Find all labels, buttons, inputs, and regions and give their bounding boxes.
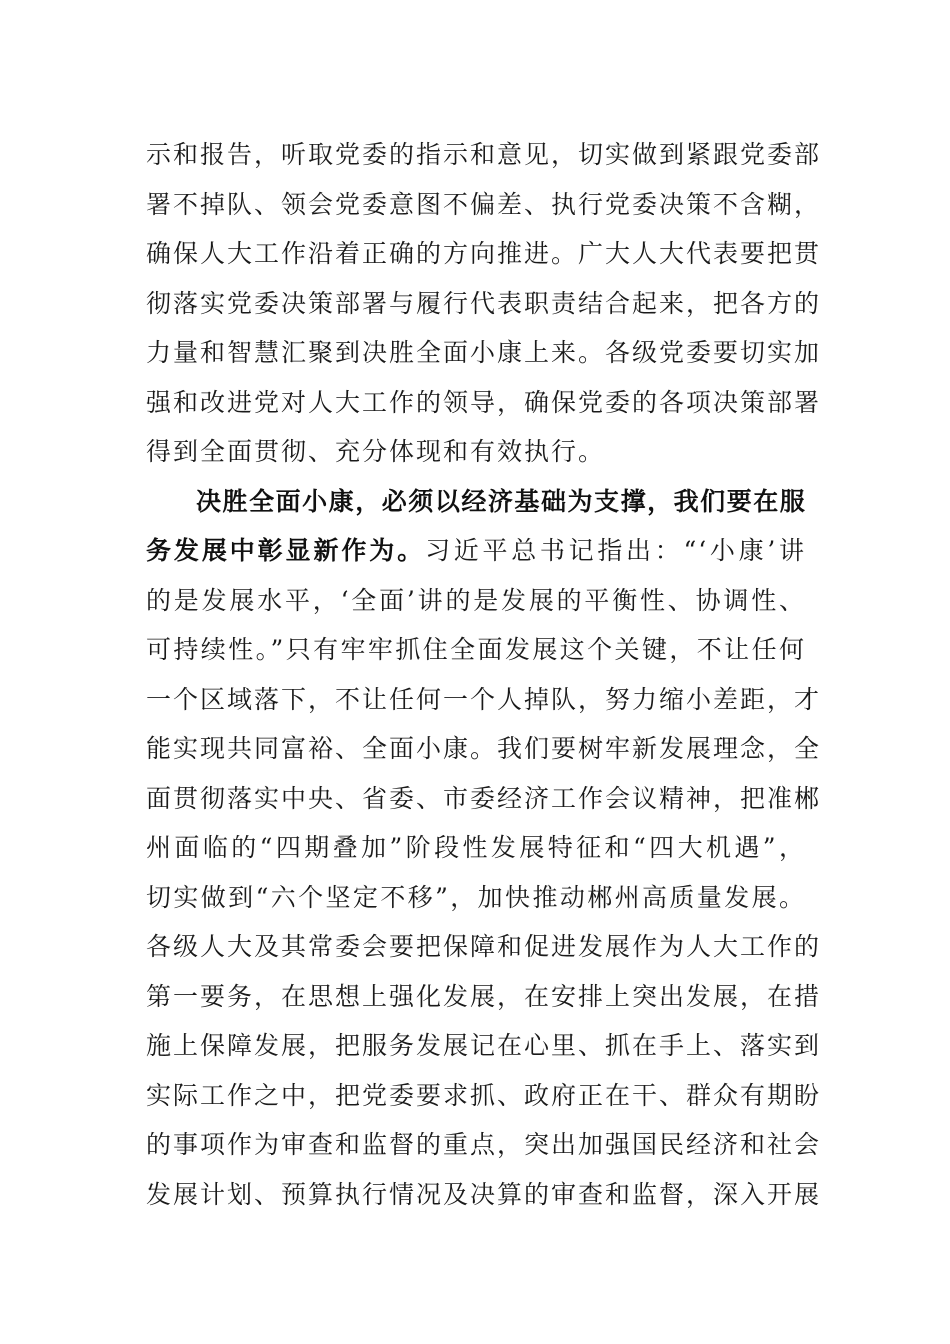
text-line: 能实现共同富裕、全面小康。我们要树牢新发展理念，全 <box>146 734 822 763</box>
text-line: 力量和智慧汇聚到决胜全面小康上来。各级党委要切实加 <box>146 338 822 367</box>
text-line <box>146 526 806 576</box>
text-line: 署不掉队、领会党委意图不偏差、执行党委决策不含糊， <box>146 189 822 219</box>
text-line: 第一要务，在思想上强化发展，在安排上突出发展，在措 <box>146 981 822 1011</box>
text-line: 得到全面贯彻、充分体现和有效执行。 <box>146 437 606 466</box>
text-line: 强和改进党对人大工作的领导，确保党委的各项决策部署 <box>146 387 822 417</box>
text-line: 州面临的“四期叠加”阶段性发展特征和“四大机遇”， <box>146 833 806 862</box>
text-line: 彻落实党委决策部署与履行代表职责结合起来，把各方的 <box>146 288 822 318</box>
text-line: 确保人大工作沿着正确的方向推进。广大人大代表要把贯 <box>146 239 822 268</box>
paragraph-heading: 决胜全面小康，必须以经济基础为支撑，我们要在服 <box>196 486 806 516</box>
text-line: 实际工作之中，把党委要求抓、政府正在干、群众有期盼 <box>146 1080 822 1110</box>
paragraph-1 <box>146 130 822 477</box>
body-text <box>146 130 822 1219</box>
paragraph-heading-end: 务发展中彰显新作为。 <box>146 536 426 565</box>
text-run: 习近平总书记指出：“‘小康’讲 <box>425 536 806 565</box>
text-line: 可持续性。”只有牢牢抓住全面发展这个关键，不让任何 <box>146 635 806 664</box>
paragraph-2 <box>146 477 822 1220</box>
text-line: 切实做到“六个坚定不移”，加快推动郴州高质量发展。 <box>146 882 806 912</box>
text-line: 示和报告，听取党委的指示和意见，切实做到紧跟党委部 <box>146 140 822 169</box>
text-line: 发展计划、预算执行情况及决算的审查和监督，深入开展 <box>146 1179 822 1209</box>
text-line: 各级人大及其常委会要把保障和促进发展作为人大工作的 <box>146 932 822 961</box>
text-line: 的事项作为审查和监督的重点，突出加强国民经济和社会 <box>146 1130 822 1159</box>
text-line: 的是发展水平，‘全面’讲的是发展的平衡性、协调性、 <box>146 585 806 615</box>
text-line: 一个区域落下，不让任何一个人掉队，努力缩小差距，才 <box>146 684 822 714</box>
text-line: 面贯彻落实中央、省委、市委经济工作会议精神，把准郴 <box>146 783 822 813</box>
text-line: 施上保障发展，把服务发展记在心里、抓在手上、落实到 <box>146 1031 822 1060</box>
